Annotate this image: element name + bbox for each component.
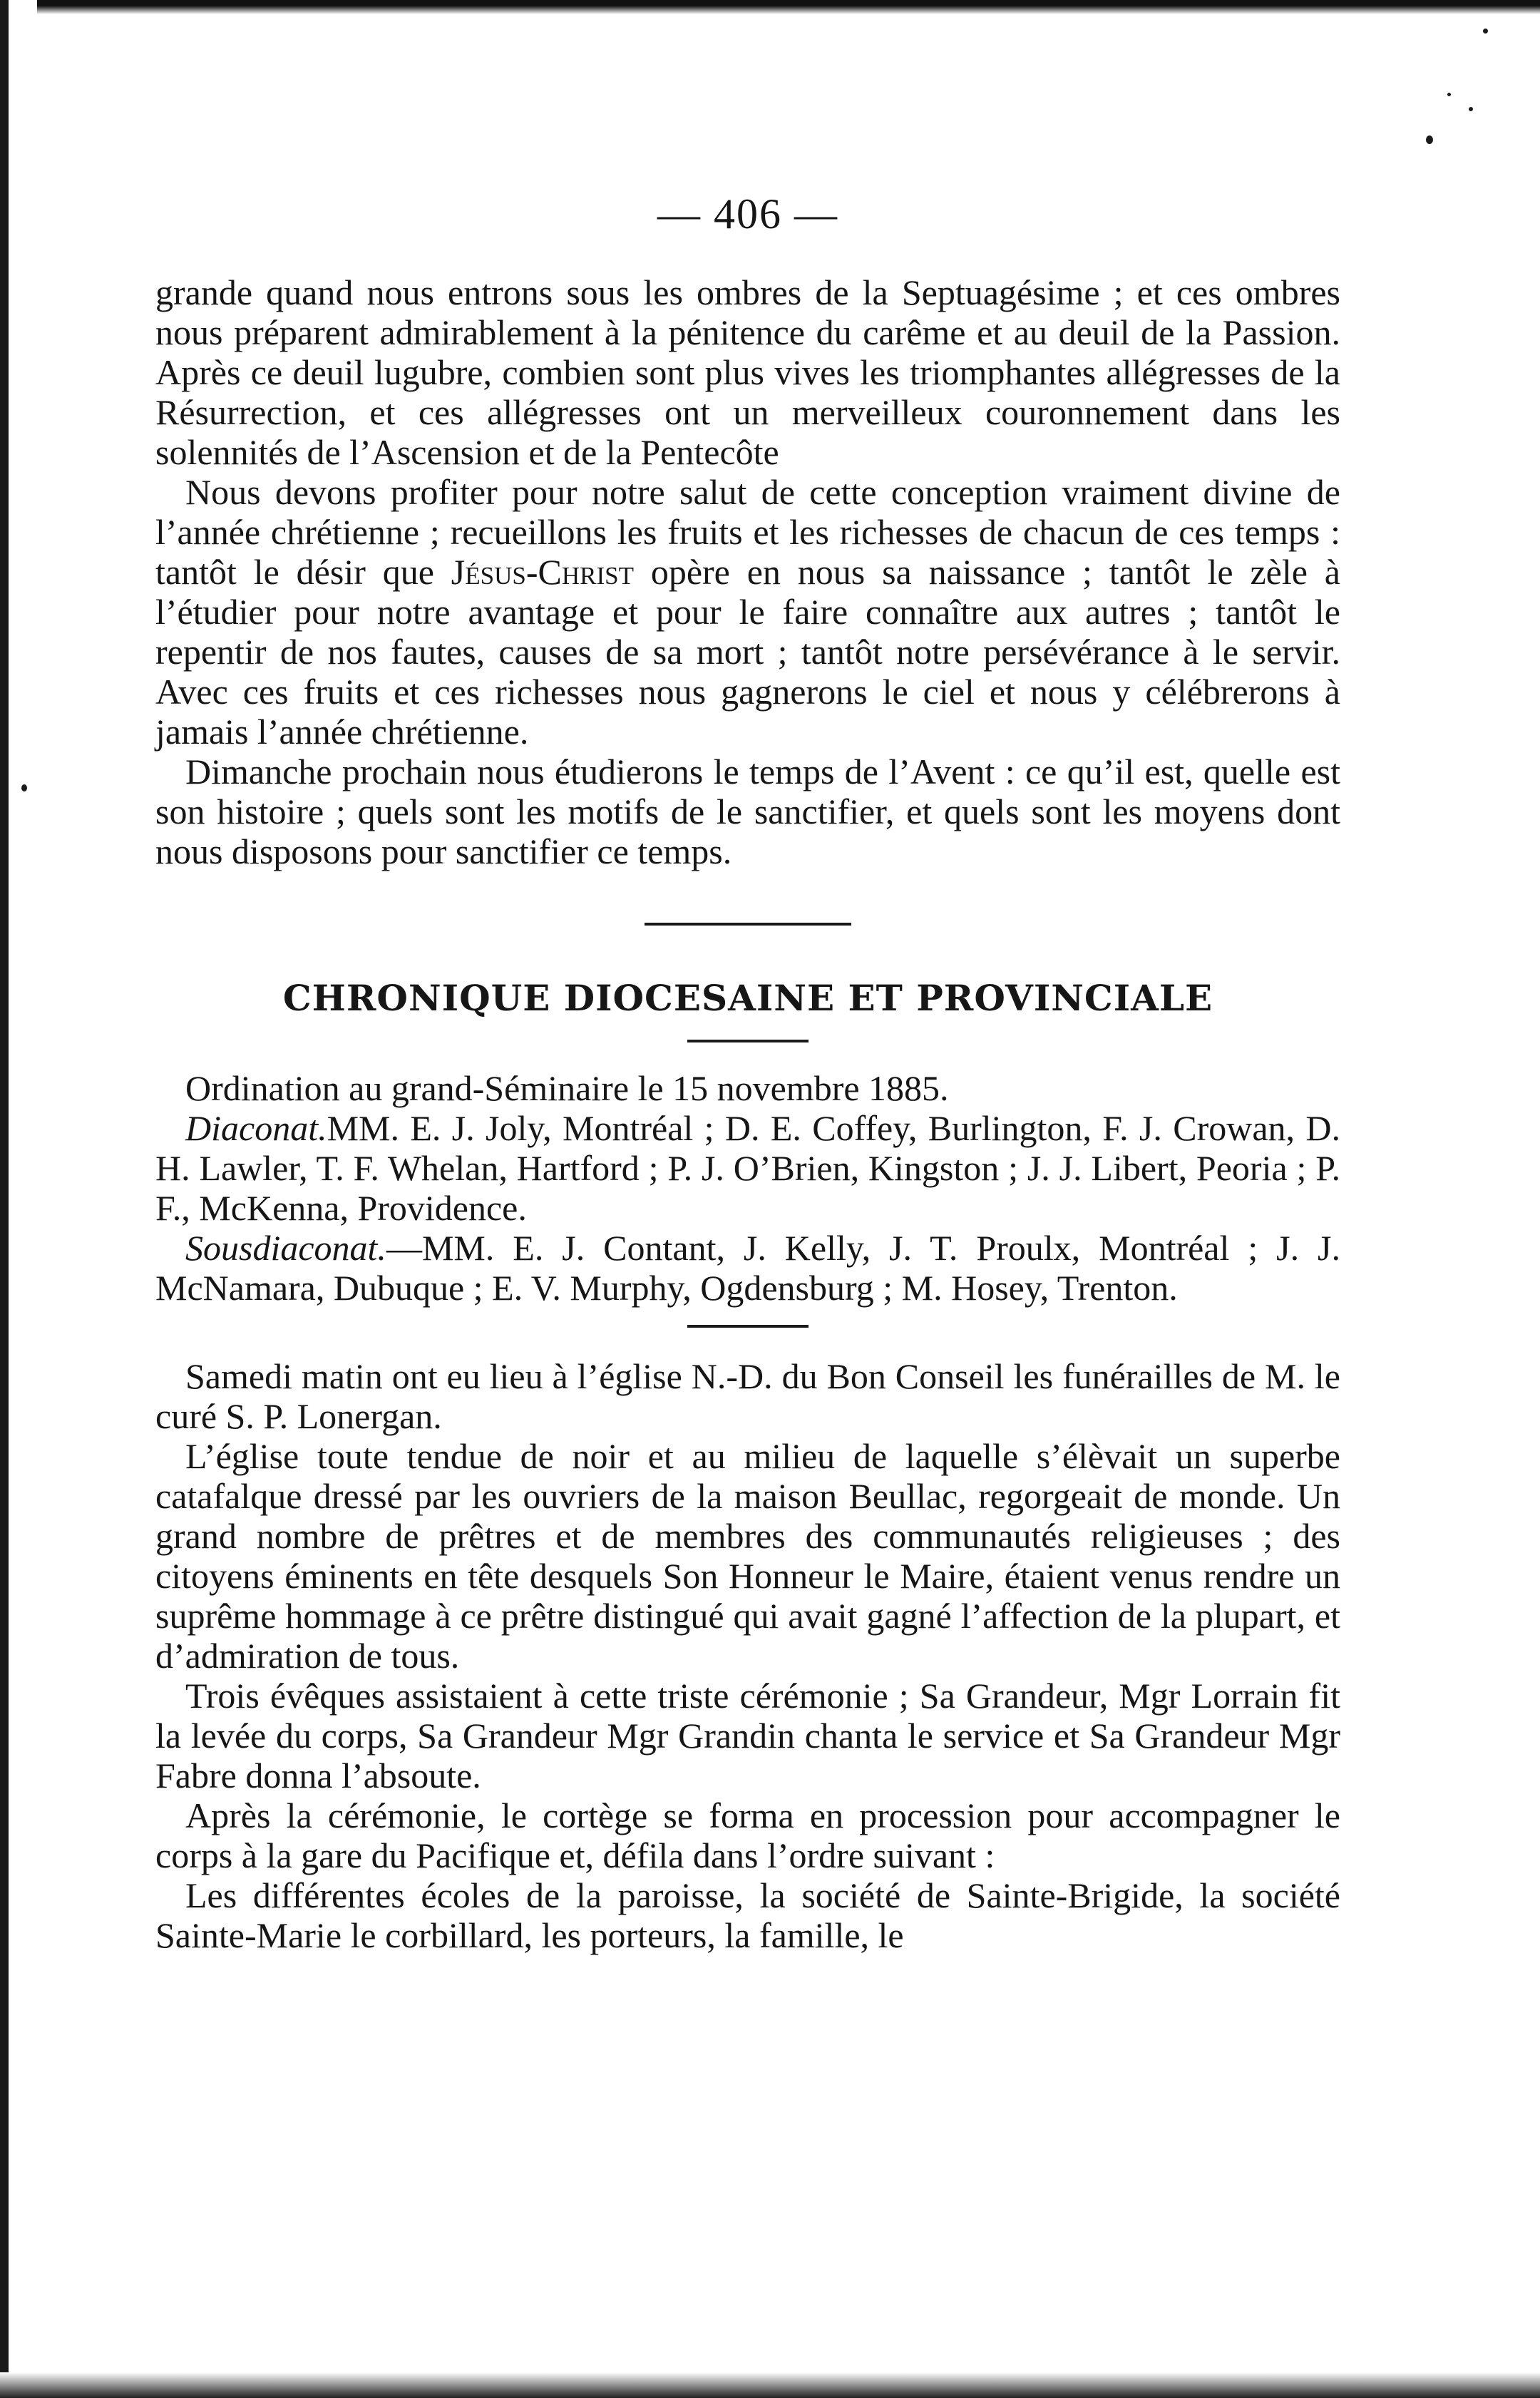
scan-edge-bottom — [0, 2372, 1540, 2398]
section-divider — [645, 923, 851, 926]
diaconat-names: MM. E. J. Joly, Montréal ; D. E. Coffey, Burlington, F. J. Crowan, D. H. Lawler, T. F. Whelan, Hartford ; P. J. O’Brien, Kingston ; J. J. Libert, Peoria ; P. F., McKenna, Providence. — [155, 1108, 1340, 1228]
sousdiaconat-names: —MM. E. J. Contant, J. Kelly, J. T. Proulx, Montréal ; J. J. McNamara, Dubuque ; E. V. Murphy, Ogdensburg ; M. Hosey, Trenton. — [155, 1228, 1340, 1308]
diaconat-label: Diaconat. — [185, 1108, 327, 1148]
scan-speck — [21, 784, 27, 791]
paragraph-fruits-end: opère en nous sa naissance ; tantôt le zèle à l’étudier pour notre avantage et pour le faire connaître aux autres ; tantôt le repentir de nos fautes, causes de sa mort ; tantôt notre persévérance à le servir. Avec ces fruits et ces richesses nous gagnerons le ciel et nous y célébrerons à jamais l’année chrétienne. — [155, 552, 1341, 752]
scan-speck — [1469, 107, 1473, 111]
scan-speck — [1483, 29, 1488, 34]
scan-speck — [1426, 135, 1433, 144]
section-heading: CHRONIQUE DIOCESAINE ET PROVINCIALE — [282, 977, 1213, 1019]
ordination-sousdiaconat — [155, 1228, 1340, 1308]
paragraph-fruits-start: Nous devons profiter pour notre salut de cette conception vraiment divine de l’année chrétienne ; recueillons les fruits et les richesses de chacun de ces temps : tantôt le désir que — [155, 472, 1340, 592]
book-page — [155, 190, 1341, 1955]
page-number: — 406 — — [657, 190, 838, 237]
ordination-intro: Ordination au grand-Séminaire le 15 novembre 1885. — [185, 1068, 949, 1108]
heading-underline — [687, 1040, 808, 1042]
scan-edge-top — [0, 0, 1540, 14]
funerals-intro: Samedi matin ont eu lieu à l’église N.-D. du Bon Conseil les funérailles de M. le curé S. P. Lonergan. — [155, 1356, 1340, 1436]
paragraph-septuagesime: grande quand nous entrons sous les ombres de la Septuagésime ; et ces ombres nous préparent admirablement à la pénitence du carême et au deuil de la Passion. Après ce deuil lugubre, combien sont plus vives les triomphantes allégresses de la Résurrection, et ces allégresses ont un merveilleux couronnement dans les solennités de l’Ascension et de la Pentecôte — [155, 272, 1340, 472]
funerals-order: Les différentes écoles de la paroisse, la société de Sainte-Brigide, la société Sainte-Marie le corbillard, les porteurs, la famille, le — [155, 1875, 1340, 1955]
scan-edge-left — [0, 0, 37, 2398]
funerals-church: L’église toute tendue de noir et au milieu de laquelle s’élèvait un superbe catafalque dressé par les ouvriers de la maison Beullac, regorgeait de monde. Un grand nombre de prêtres et de membres des communautés religieuses ; des citoyens éminents en tête desquels Son Honneur le Maire, étaient venus rendre un suprême hommage à ce prêtre distingué qui avait gagné l’affection de la plupart, et d’admiration de tous. — [155, 1436, 1340, 1676]
ordination-diaconat — [155, 1108, 1340, 1228]
sousdiaconat-label: Sousdiaconat. — [185, 1228, 386, 1268]
ordination-divider — [687, 1325, 808, 1328]
paragraph-avent: Dimanche prochain nous étudierons le temps de l’Avent : ce qu’il est, quelle est son histoire ; quels sont les motifs de le sanctifier, et quels sont les moyens dont nous disposons pour sanctifier ce temps. — [155, 752, 1340, 871]
scan-speck — [1447, 93, 1451, 96]
funerals-procession: Après la cérémonie, le cortège se forma en procession pour accompagner le corps à la gare du Pacifique et, défila dans l’ordre suivant : — [155, 1795, 1340, 1875]
funerals-bishops: Trois évêques assistaient à cette triste cérémonie ; Sa Grandeur, Mgr Lorrain fit la levée du corps, Sa Grandeur Mgr Grandin chanta le service et Sa Grandeur Mgr Fabre donna l’absoute. — [155, 1676, 1340, 1795]
paragraph-fruits — [155, 472, 1340, 752]
jesus-christ-smallcaps: Jésus-Christ — [451, 552, 634, 592]
